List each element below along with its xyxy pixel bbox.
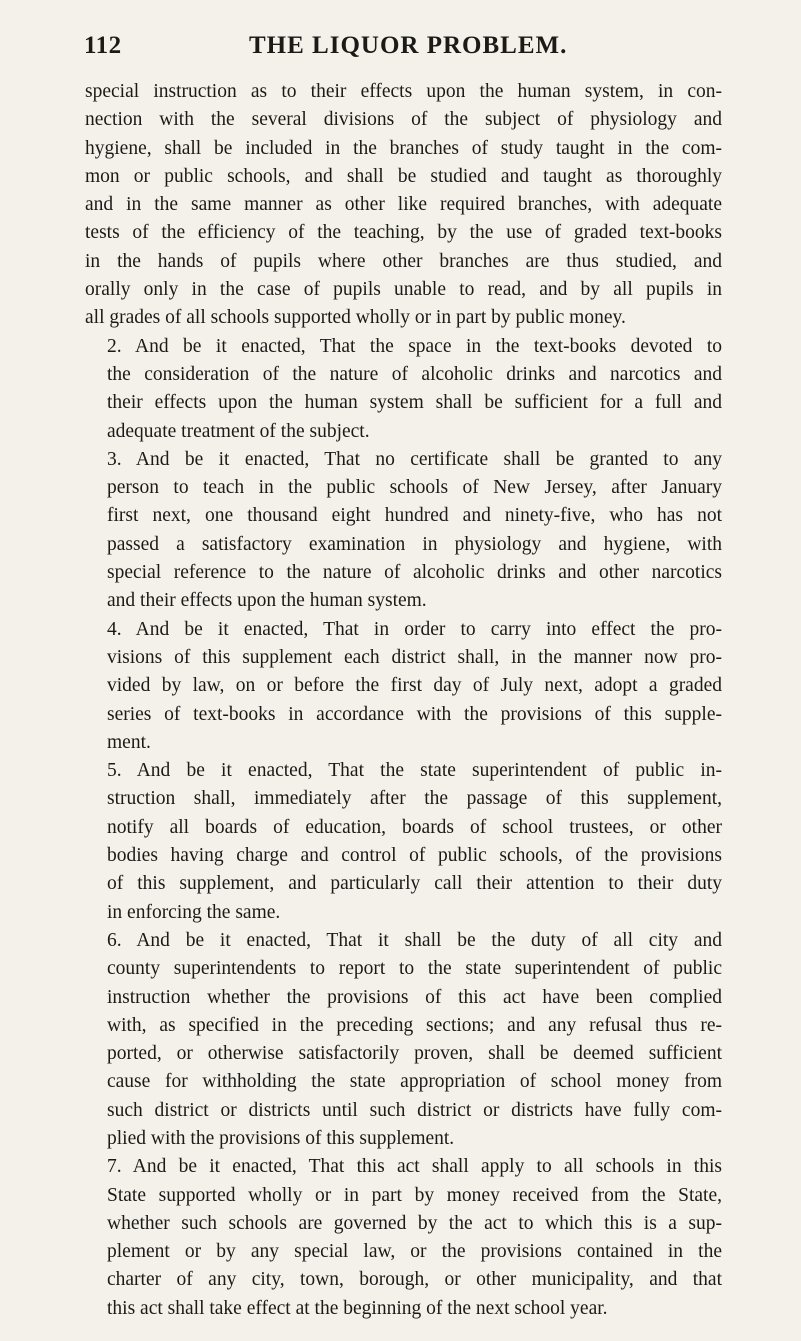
text-line: and their effects upon the human system. [107, 590, 427, 612]
text-line: visions of this supplement each district shall, in the manner now pro- [107, 646, 722, 668]
paragraph [85, 927, 722, 1153]
body-text [85, 78, 722, 1323]
text-line: notify all boards of education, boards of school trustees, or other [107, 816, 722, 838]
text-line: plied with the provisions of this supplement. [107, 1127, 455, 1149]
text-line: hygiene, shall be included in the branches of study taught in the com- [85, 137, 722, 159]
paragraph [85, 757, 722, 927]
text-line: and in the same manner as other like required branches, with adequate [85, 194, 722, 216]
text-line: whether such schools are governed by the act to which this is a sup- [107, 1212, 722, 1234]
paragraph [85, 1153, 722, 1323]
text-line: 4. And be it enacted, That in order to carry into effect the pro- [107, 618, 722, 640]
running-head: THE LIQUOR PROBLEM. [249, 32, 568, 59]
text-line: 6. And be it enacted, That it shall be the duty of all city and [107, 929, 722, 951]
text-line: nection with the several divisions of the subject of physiology and [85, 109, 722, 131]
text-line: 5. And be it enacted, That the state superintendent of public in- [107, 760, 722, 782]
text-line: in the hands of pupils where other branches are thus studied, and [85, 250, 722, 272]
text-line: in enforcing the same. [107, 901, 281, 923]
text-line: cause for withholding the state appropriation of school money from [107, 1071, 722, 1093]
text-line: adequate treatment of the subject. [107, 420, 370, 442]
page-header [84, 32, 718, 62]
text-line: passed a satisfactory examination in physiology and hygiene, with [107, 533, 722, 555]
text-line: instruction whether the provisions of this act have been complied [107, 986, 722, 1008]
text-line: 3. And be it enacted, That no certificate shall be granted to any [107, 448, 722, 470]
text-line: mon or public schools, and shall be studied and taught as thoroughly [85, 165, 722, 187]
text-line: ment. [107, 731, 151, 753]
text-line: vided by law, on or before the first day of July next, adopt a graded [107, 675, 722, 697]
text-line: first next, one thousand eight hundred and ninety-five, who has not [107, 505, 722, 527]
text-line: special instruction as to their effects upon the human system, in con- [85, 81, 722, 102]
text-line: 2. And be it enacted, That the space in the text-books devoted to [107, 335, 722, 357]
text-line: their effects upon the human system shall be sufficient for a full and [107, 392, 722, 414]
text-line: of this supplement, and particularly call their attention to their duty [107, 873, 722, 895]
text-line: all grades of all schools supported wholly or in part by public money. [85, 307, 626, 329]
text-line: bodies having charge and control of public schools, of the provisions [107, 845, 722, 867]
text-line: plement or by any special law, or the provisions contained in the [107, 1241, 722, 1263]
text-line: such district or districts until such district or districts have fully com- [107, 1099, 722, 1121]
paragraph [85, 446, 722, 616]
paragraph [85, 616, 722, 757]
text-line: charter of any city, town, borough, or other municipality, and that [107, 1269, 722, 1291]
text-line: the consideration of the nature of alcoholic drinks and narcotics and [107, 363, 722, 385]
text-line: 7. And be it enacted, That this act shall apply to all schools in this [107, 1156, 722, 1178]
text-line: series of text-books in accordance with the provisions of this supple- [107, 703, 722, 725]
paragraph [85, 333, 722, 446]
paragraph [85, 78, 722, 333]
text-line: State supported wholly or in part by money received from the State, [107, 1184, 722, 1206]
text-line: tests of the efficiency of the teaching, by the use of graded text-books [85, 222, 722, 244]
text-line: this act shall take effect at the beginning of the next school year. [107, 1297, 608, 1319]
text-line: with, as specified in the preceding sections; and any refusal thus re- [107, 1014, 722, 1036]
text-line: struction shall, immediately after the passage of this supplement, [107, 788, 722, 810]
page-number: 112 [84, 32, 122, 59]
text-line: orally only in the case of pupils unable to read, and by all pupils in [85, 279, 722, 301]
text-line: ported, or otherwise satisfactorily proven, shall be deemed sufficient [107, 1043, 722, 1065]
text-line: special reference to the nature of alcoholic drinks and other narcotics [107, 562, 722, 584]
text-line: county superintendents to report to the state superintendent of public [107, 958, 722, 980]
text-line: person to teach in the public schools of New Jersey, after January [107, 477, 722, 499]
